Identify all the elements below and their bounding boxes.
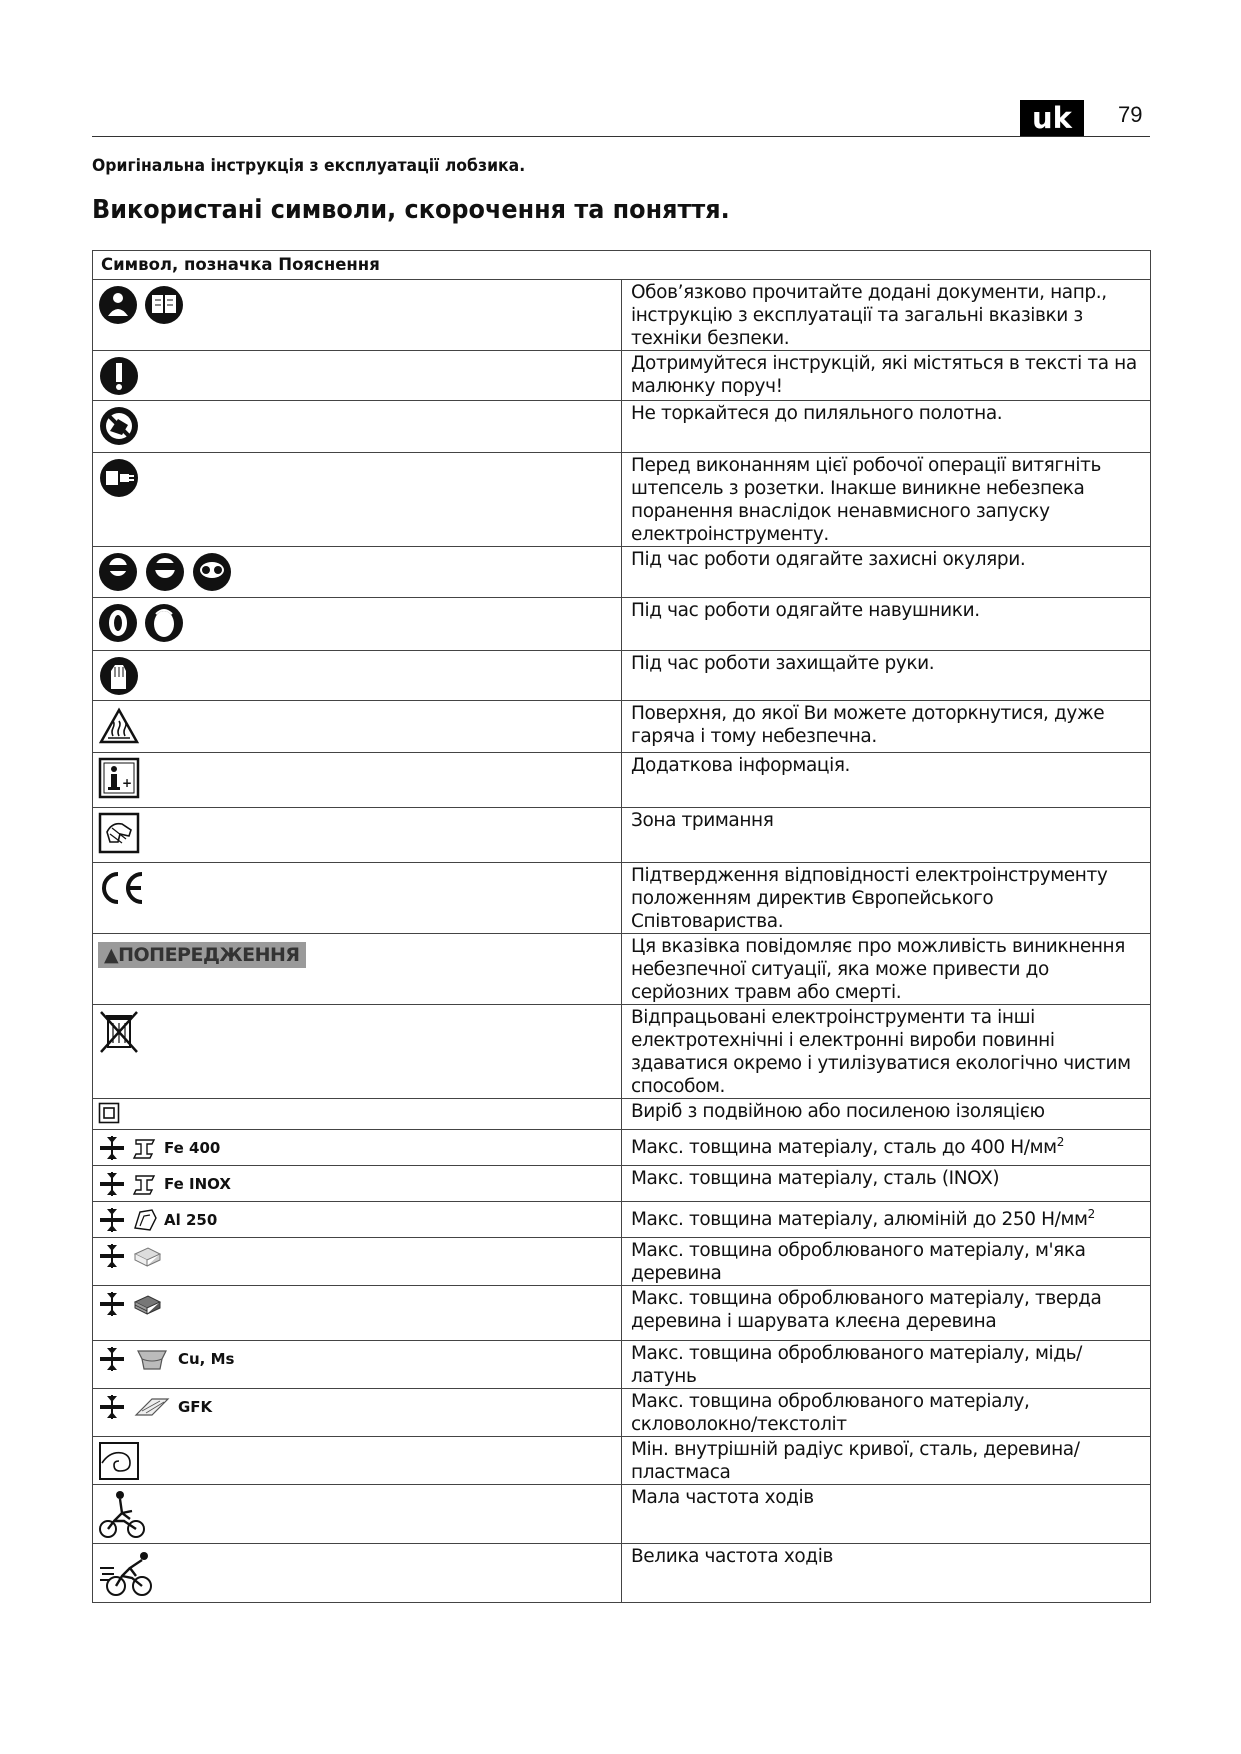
row-text: Поверхня, до якої Ви можете доторкнутися, дуже гаряча і тому небезпечна. [622,701,1151,753]
thickness-icon [98,1242,126,1270]
superscript: 2 [1087,1207,1095,1221]
material-label: Fe 400 [164,1139,221,1157]
steel-icon [132,1134,158,1162]
safety-goggles-icon [98,551,232,593]
ce-mark-icon [98,867,148,909]
thickness-icon [98,1170,126,1198]
fiberglass-icon [132,1393,172,1421]
warning-badge-label: ПОПЕРЕДЖЕННЯ [118,944,300,966]
row-text: Під час роботи захищайте руки. [622,651,1151,701]
table-row [93,1437,1151,1485]
table-row [93,1238,1151,1286]
table-row [93,651,1151,701]
table-row [93,401,1151,453]
row-text: Велика частота ходів [622,1544,1151,1603]
table-header-label: Символ, позначка Пояснення [101,255,380,274]
mandatory-icon [98,355,140,397]
table-row [93,453,1151,547]
material-label: Al 250 [164,1211,218,1229]
steel-icon [132,1170,158,1198]
superscript: 2 [1056,1135,1064,1149]
row-text: Обов’язково прочитайте додані документи, напр., інструкцію з експлуатації та загальні вказівки з техніки безпеки. [622,280,1151,351]
thickness-icon [98,1345,126,1373]
grip-zone-icon [98,812,140,854]
table-row [93,1099,1151,1130]
table-row [93,863,1151,934]
weee-bin-icon [98,1009,140,1055]
row-text: Мала частота ходів [622,1485,1151,1544]
row-text: Виріб з подвійною або посиленою ізоляцією [622,1099,1151,1130]
row-text: Макс. товщина матеріалу, сталь (INOX) [622,1166,1151,1202]
thickness-icon [98,1393,126,1421]
svg-text:+: + [122,776,133,790]
table-row [93,1341,1151,1389]
do-not-touch-blade-icon [98,405,140,447]
hot-surface-icon [98,705,140,747]
material-label: GFK [178,1398,213,1416]
symbols-table [92,250,1151,1603]
table-row [93,351,1151,401]
row-text-main: Макс. товщина матеріалу, сталь до 400 Н/мм [631,1137,1057,1159]
slow-cyclist-icon [98,1489,146,1541]
row-text: Під час роботи одягайте захисні окуляри. [622,547,1151,598]
aluminium-icon [132,1206,158,1234]
table-row [93,1166,1151,1202]
ear-protection-icon [98,602,186,644]
row-text [622,1130,1151,1166]
table-row [93,1544,1151,1603]
row-text: Мін. внутрішній радіус кривої, сталь, деревина/пластмаса [622,1437,1151,1485]
row-text [622,1202,1151,1238]
info-icon [98,757,140,799]
material-label: Cu, Ms [178,1350,235,1368]
hardwood-icon [132,1290,162,1318]
table-row [93,547,1151,598]
table-header-row [93,251,1151,280]
table-row [93,280,1151,351]
warning-badge [98,942,306,968]
double-insulation-icon [98,1102,120,1124]
language-badge: uk [1020,100,1084,136]
row-text: Макс. товщина оброблюваного матеріалу, скловолокно/текстоліт [622,1389,1151,1437]
curve-radius-icon [98,1441,140,1481]
page-number: 79 [1118,102,1143,127]
gloves-icon [98,655,140,697]
header-rule [92,136,1150,137]
table-row [93,1202,1151,1238]
row-text: Зона тримання [622,808,1151,863]
warning-triangle-icon: ▲ [104,944,119,966]
fast-cyclist-icon [98,1548,160,1600]
row-text: Дотримуйтеся інструкцій, які містяться в тексті та на малюнку поруч! [622,351,1151,401]
table-row [93,753,1151,808]
table-row [93,1485,1151,1544]
document-subtitle: Оригінальна інструкція з експлуатації лобзика. [92,156,526,176]
row-text: Відпрацьовані електроінструменти та інші електротехнічні і електронні вироби повинні здаватися окремо і утилізуватися екологічно чистим способом. [622,1005,1151,1099]
row-text-main: Макс. товщина матеріалу, алюміній до 250 Н/мм [631,1209,1088,1231]
table-row [93,808,1151,863]
material-label: Fe INOX [164,1175,231,1193]
row-text: Під час роботи одягайте навушники. [622,598,1151,651]
thickness-icon [98,1134,126,1162]
softwood-icon [132,1242,162,1270]
row-text: Макс. товщина оброблюваного матеріалу, тверда деревина і шарувата клеєна деревина [622,1286,1151,1341]
row-text: Макс. товщина оброблюваного матеріалу, мідь/латунь [622,1341,1151,1389]
table-row [93,598,1151,651]
read-manual-icon [98,284,186,326]
table-row [93,1130,1151,1166]
table-row [93,701,1151,753]
row-text: Ця вказівка повідомляє про можливість виникнення небезпечної ситуації, яка може привести до серйозних травм або смерті. [622,934,1151,1005]
row-text: Перед виконанням цієї робочої операції витягніть штепсель з розетки. Інакше виникне небезпека поранення внаслідок ненавмисного запуску електроінструменту. [622,453,1151,547]
section-title: Використані символи, скорочення та поняття. [92,195,730,225]
row-text: Додаткова інформація. [622,753,1151,808]
unplug-icon [98,457,140,499]
row-text: Підтвердження відповідності електроінструменту положенням директив Європейського Співтовариства. [622,863,1151,934]
row-text: Макс. товщина оброблюваного матеріалу, м'яка деревина [622,1238,1151,1286]
thickness-icon [98,1290,126,1318]
thickness-icon [98,1206,126,1234]
copper-brass-icon [132,1345,172,1373]
table-row [93,1005,1151,1099]
row-text: Не торкайтеся до пиляльного полотна. [622,401,1151,453]
table-row [93,1286,1151,1341]
table-row [93,1389,1151,1437]
table-row [93,934,1151,1005]
